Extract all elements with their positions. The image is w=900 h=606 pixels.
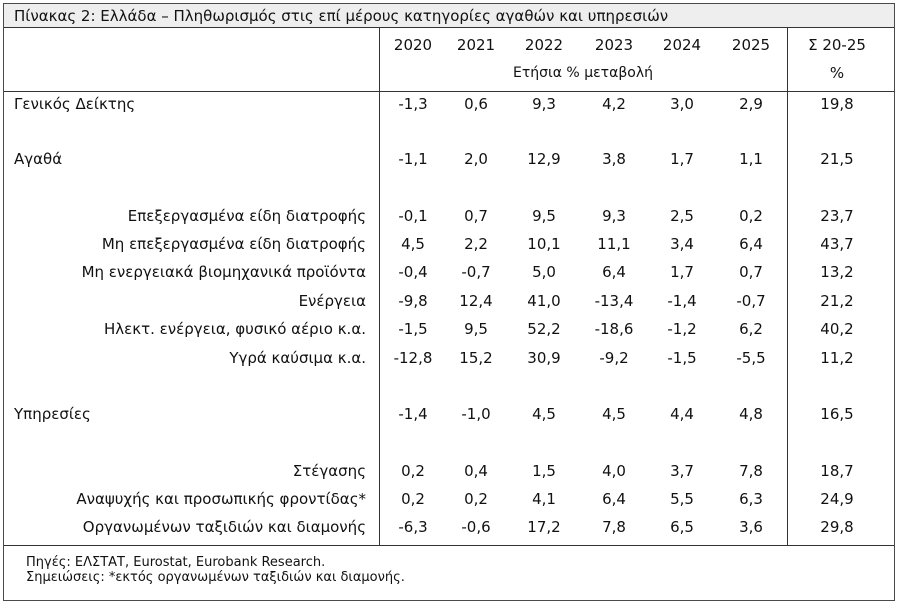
- value-cell-2022: 5,0: [532, 263, 556, 281]
- row-label: Υπηρεσίες: [14, 405, 91, 423]
- row-label: Στέγασης: [292, 462, 366, 480]
- value-cell-2021: 0,7: [464, 207, 488, 225]
- value-cell-2025: -5,5: [736, 349, 766, 367]
- table-row: [4, 205, 894, 227]
- value-cell-2023: 4,0: [602, 462, 626, 480]
- value-cell-2020: -0,1: [398, 207, 428, 225]
- value-cell-2023: 6,4: [602, 263, 626, 281]
- value-cell-2025: 7,8: [739, 462, 763, 480]
- value-cell-2021: -0,6: [461, 518, 491, 536]
- value-cell-2024: 2,5: [670, 207, 694, 225]
- header-year-2024: 2024: [662, 36, 702, 54]
- value-cell-2021: 9,5: [464, 320, 488, 338]
- value-cell-2022: 9,3: [532, 95, 556, 113]
- table-row: [4, 261, 894, 283]
- total-cell: 18,7: [820, 462, 854, 480]
- value-cell-2023: 9,3: [602, 207, 626, 225]
- value-cell-2024: 1,7: [670, 150, 694, 168]
- value-cell-2020: -1,5: [398, 320, 428, 338]
- table-row: [4, 403, 894, 425]
- header-year-2021: 2021: [456, 36, 496, 54]
- row-label: Αναψυχής και προσωπικής φροντίδας*: [76, 490, 366, 508]
- value-cell-2021: 2,0: [464, 150, 488, 168]
- table-row: [4, 290, 894, 312]
- header-divider: [4, 91, 894, 92]
- row-label: Υγρά καύσιμα κ.α.: [229, 349, 366, 367]
- value-cell-2021: 0,2: [464, 490, 488, 508]
- value-cell-2023: -13,4: [594, 292, 634, 310]
- value-cell-2024: 4,4: [670, 405, 694, 423]
- value-cell-2021: 12,4: [459, 292, 493, 310]
- table-row: [4, 488, 894, 510]
- table-row: [4, 93, 894, 115]
- value-cell-2020: -1,1: [398, 150, 428, 168]
- value-cell-2022: 12,9: [527, 150, 561, 168]
- row-label: Μη επεξεργασμένα είδη διατροφής: [101, 235, 366, 253]
- value-cell-2025: 6,2: [739, 320, 763, 338]
- footer-divider: [4, 545, 894, 546]
- value-cell-2021: 2,2: [464, 235, 488, 253]
- value-cell-2020: -12,8: [393, 349, 433, 367]
- row-label: Αγαθά: [14, 150, 63, 168]
- total-cell: 11,2: [820, 349, 854, 367]
- table-row: [4, 148, 894, 170]
- table-row: [4, 516, 894, 538]
- value-cell-2024: 6,5: [670, 518, 694, 536]
- value-cell-2020: -6,3: [398, 518, 428, 536]
- value-cell-2025: 4,8: [739, 405, 763, 423]
- value-cell-2025: 0,7: [739, 263, 763, 281]
- value-cell-2021: -0,7: [461, 263, 491, 281]
- header-year-2025: 2025: [731, 36, 771, 54]
- value-cell-2025: 6,4: [739, 235, 763, 253]
- value-cell-2022: 4,5: [532, 405, 556, 423]
- value-cell-2025: 1,1: [739, 150, 763, 168]
- value-cell-2024: -1,2: [667, 320, 697, 338]
- row-label: Μη ενεργειακά βιομηχανικά προϊόντα: [81, 263, 366, 281]
- table-row: [4, 318, 894, 340]
- value-cell-2022: 30,9: [527, 349, 561, 367]
- header-year-2023: 2023: [594, 36, 634, 54]
- total-cell: 19,8: [820, 95, 854, 113]
- value-cell-2020: 0,2: [401, 490, 425, 508]
- total-cell: 21,2: [820, 292, 854, 310]
- total-cell: 29,8: [820, 518, 854, 536]
- row-label: Ενέργεια: [298, 292, 366, 310]
- value-cell-2023: 4,5: [602, 405, 626, 423]
- value-cell-2024: 5,5: [670, 490, 694, 508]
- value-cell-2024: -1,4: [667, 292, 697, 310]
- value-cell-2023: 3,8: [602, 150, 626, 168]
- value-cell-2022: 4,1: [532, 490, 556, 508]
- value-cell-2025: 0,2: [739, 207, 763, 225]
- total-cell: 13,2: [820, 263, 854, 281]
- value-cell-2024: 3,4: [670, 235, 694, 253]
- value-cell-2020: -1,4: [398, 405, 428, 423]
- value-cell-2024: 1,7: [670, 263, 694, 281]
- value-cell-2025: 3,6: [739, 518, 763, 536]
- value-cell-2020: 4,5: [401, 235, 425, 253]
- table-title: Πίνακας 2: Ελλάδα – Πληθωρισμός στις επί μέρους κατηγορίες αγαθών και υπηρεσιών: [14, 7, 669, 25]
- notes: [26, 555, 405, 585]
- row-label: Επεξεργασμένα είδη διατροφής: [127, 207, 366, 225]
- value-cell-2024: 3,0: [670, 95, 694, 113]
- value-cell-2025: -0,7: [736, 292, 766, 310]
- total-cell: 16,5: [820, 405, 854, 423]
- table-row: [4, 233, 894, 255]
- total-cell: 40,2: [820, 320, 854, 338]
- value-cell-2022: 9,5: [532, 207, 556, 225]
- value-cell-2024: 3,7: [670, 462, 694, 480]
- sources-note: Πηγές: ΕΛΣΤΑΤ, Eurostat, Eurobank Research.: [26, 555, 326, 570]
- header-year-2022: 2022: [524, 36, 564, 54]
- title-bar: [4, 4, 894, 28]
- value-cell-2024: -1,5: [667, 349, 697, 367]
- value-cell-2021: 0,4: [464, 462, 488, 480]
- table-row: [4, 347, 894, 369]
- total-cell: 24,9: [820, 490, 854, 508]
- value-cell-2022: 17,2: [527, 518, 561, 536]
- value-cell-2020: -9,8: [398, 292, 428, 310]
- value-cell-2023: 6,4: [602, 490, 626, 508]
- row-label: Ηλεκτ. ενέργεια, φυσικό αέριο κ.α.: [103, 320, 366, 338]
- value-cell-2022: 10,1: [527, 235, 561, 253]
- value-cell-2022: 41,0: [527, 292, 561, 310]
- value-cell-2023: 4,2: [602, 95, 626, 113]
- row-label: Γενικός Δείκτης: [14, 95, 136, 113]
- value-cell-2022: 52,2: [527, 320, 561, 338]
- table-row: [4, 460, 894, 482]
- value-cell-2020: -1,3: [398, 95, 428, 113]
- value-cell-2023: -18,6: [594, 320, 634, 338]
- value-cell-2025: 2,9: [739, 95, 763, 113]
- header-year-2020: 2020: [393, 36, 433, 54]
- value-cell-2020: 0,2: [401, 462, 425, 480]
- total-cell: 21,5: [820, 150, 854, 168]
- remarks-note: Σημειώσεις: *εκτός οργανωμένων ταξιδιών και διαμονής.: [26, 570, 405, 585]
- total-cell: 43,7: [820, 235, 854, 253]
- value-cell-2021: 15,2: [459, 349, 493, 367]
- header-unit-label: Ετήσια % μεταβολή: [513, 65, 653, 81]
- value-cell-2020: -0,4: [398, 263, 428, 281]
- value-cell-2023: -9,2: [599, 349, 629, 367]
- total-cell: 23,7: [820, 207, 854, 225]
- value-cell-2023: 7,8: [602, 518, 626, 536]
- value-cell-2021: 0,6: [464, 95, 488, 113]
- header-total-unit: %: [829, 64, 845, 82]
- header-total: Σ 20-25: [808, 36, 866, 54]
- value-cell-2021: -1,0: [461, 405, 491, 423]
- value-cell-2023: 11,1: [597, 235, 631, 253]
- value-cell-2025: 6,3: [739, 490, 763, 508]
- value-cell-2022: 1,5: [532, 462, 556, 480]
- row-label: Οργανωμένων ταξιδιών και διαμονής: [82, 518, 366, 536]
